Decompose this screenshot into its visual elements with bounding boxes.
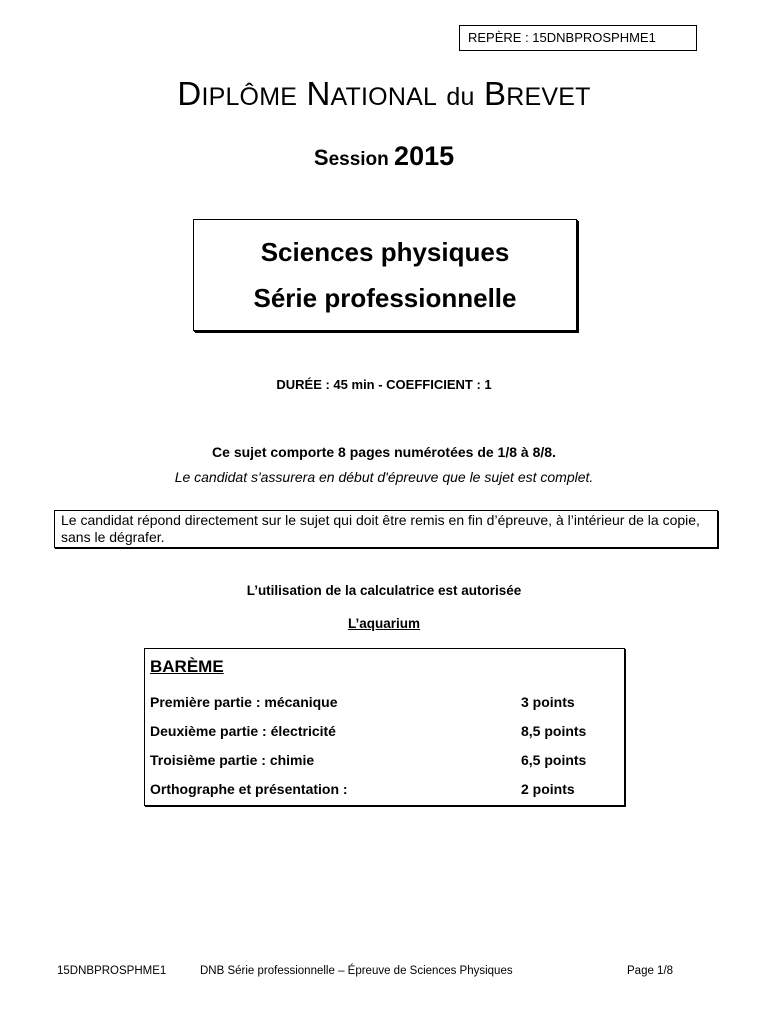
document-title: DIPLÔME NATIONAL du BREVET bbox=[177, 75, 591, 112]
grading-row bbox=[150, 779, 600, 799]
grading-row-label: Troisième partie : chimie bbox=[150, 752, 315, 768]
completeness-note: Le candidat s'assurera en début d'épreuve que le sujet est complet. bbox=[174, 469, 594, 485]
subject-series: Série professionnelle bbox=[253, 283, 517, 313]
reference-code: REPÈRE : 15DNBPROSPHME1 bbox=[468, 30, 656, 45]
grading-row-label: Orthographe et présentation : bbox=[150, 781, 348, 797]
session-year: 2015 bbox=[394, 141, 455, 171]
grading-row bbox=[150, 692, 600, 712]
grading-row bbox=[150, 750, 600, 770]
grading-scale-heading: BARÈME bbox=[150, 657, 224, 676]
grading-row-label: Première partie : mécanique bbox=[150, 694, 338, 710]
reference-box bbox=[459, 25, 697, 51]
instructions-text: Le candidat répond directement sur le sujet qui doit être remis en fin d’épreuve, à l’intérieur de la copie, sans le dégrafer. bbox=[61, 512, 700, 545]
grading-row-points: 8,5 points bbox=[521, 723, 587, 739]
grading-row bbox=[150, 721, 600, 741]
grading-row-points: 3 points bbox=[521, 694, 575, 710]
grading-row-points: 2 points bbox=[521, 781, 575, 797]
session-line: Session 2015 bbox=[313, 141, 455, 171]
topic-title: L’aquarium bbox=[347, 616, 420, 631]
calculator-note: L’utilisation de la calculatrice est autorisée bbox=[246, 583, 522, 598]
grading-row-label: Deuxième partie : électricité bbox=[150, 723, 336, 739]
page-count-note: Ce sujet comporte 8 pages numérotées de 1/8 à 8/8. bbox=[212, 444, 556, 460]
footer-code: 15DNBPROSPHME1 bbox=[57, 965, 167, 977]
grading-row-points: 6,5 points bbox=[521, 752, 587, 768]
page-number: Page 1/8 bbox=[627, 965, 674, 977]
footer-title: DNB Série professionnelle – Épreuve de Sciences Physiques bbox=[200, 965, 513, 977]
duration-coefficient: DURÉE : 45 min - COEFFICIENT : 1 bbox=[276, 377, 492, 392]
instructions-box bbox=[54, 510, 718, 548]
subject-title: Sciences physiques bbox=[260, 237, 510, 267]
